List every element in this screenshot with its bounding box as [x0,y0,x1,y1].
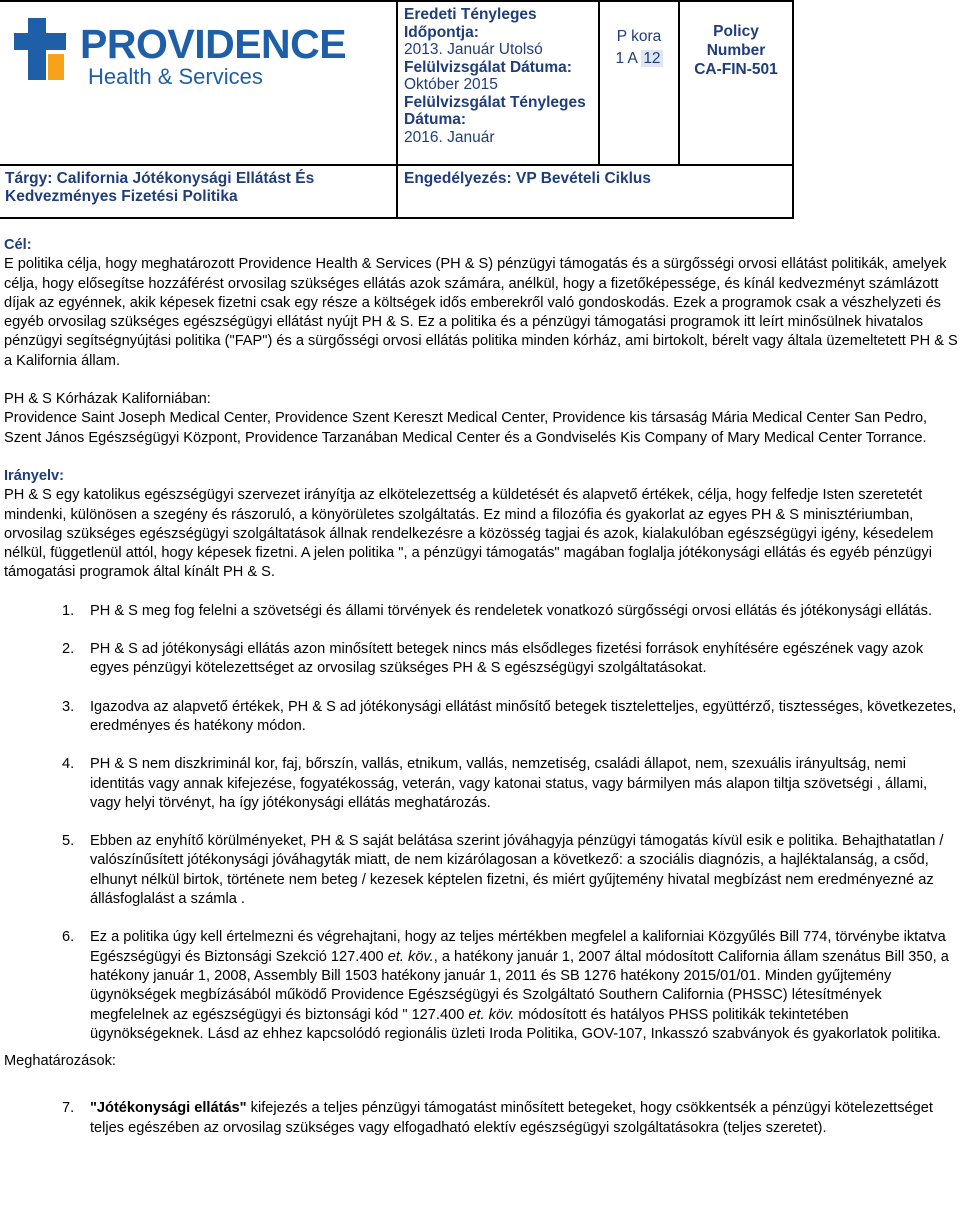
dates-cell [396,0,600,164]
purpose-paragraph: E politika célja, hogy meghatározott Providence Health & Services (PH & S) pénzügyi támogatás és a sürgősségi orvosi ellátást politikák, amelyek célja, hogy elősegítse hozzáférést orvosilag szükséges ellátás azok számára, anélkül, hogy a fizetőképessége, és kínál kedvezményt számlázott díjak az egyénnek, akik képesek fizetni csak egy része a költségek idős emberekről való gondoskodás. Ezek a programok csak a vészhelyzeti és egyéb orvosilag szükséges egészségügyi ellátást nyújt PH & S. Ez a politika és a pénzügyi támogatási programok itt leírt minősülnek hivatalos pénzügyi segítségnyújtási politika ("FAP") és a sürgősségi orvosi ellátás politika minden kórház, ami birtokolt, bérelt vagy általa üzemeltetett PH & S a Kalifornia állam. [4,256,958,369]
providence-logo [14,18,347,98]
document-body [4,236,958,1157]
list-item: 2. PH & S ad jótékonysági ellátás azon minősített betegek nincs más elsődleges fizetési források enyhítésére egészének vagy azok egyes pénzügyi kötelezettséget az orvosilag szükséges PH & S egészségügyi szolgáltatásokat. [62,641,924,677]
policy-cell [680,0,794,164]
cross-icon-accent [48,54,64,80]
page-value-number: 12 [643,50,661,67]
date-value-1: 2013. Január Utolsó [404,41,543,58]
definitions-title: Meghatározások: [4,1053,116,1070]
policy-label-2: Number [706,42,766,59]
subject-cell: Tárgy: California Jótékonysági Ellátást És Kedvezményes Fizetési Politika [0,164,396,219]
date-label-3: Felülvizsgálat Dátuma: [404,58,572,76]
guideline-title: Irányelv: [4,467,65,484]
list-item: 7. "Jótékonysági ellátás" kifejezés a teljes pénzügyi támogatást minősített betegeket, hogy csökkentsék a pénzügyi kötelezettséget teljes egészében az orvosilag szükséges vagy elfogadható elektív egészségügyi szolgáltatásokra (teljes szeretet). [62,1100,933,1136]
list-item: 3. Igazodva az alapvető értékek, PH & S ad jótékonysági ellátást minősítő betegek tiszteletteljes, együttérző, tisztességes, következetes, eredményes és hatékony módon. [62,698,957,734]
page-value [600,48,678,70]
list-item: 1. PH & S meg fog felelni a szövetségi és állami törvények és rendeletek vonatkozó sürgősségi orvosi ellátás és jótékonysági ellátás. [62,602,933,619]
hospitals-list: Providence Saint Joseph Medical Center, Providence Szent Kereszt Medical Center, Providence kis társaság Mária Medical Center San Pedro, Szent János Egészségügyi Központ, Providence Tarzanában Medical Center és a Gondviselés Kis Company of Mary Medical Center Torrance. [4,410,928,446]
logo-sub: Health & Services [88,64,263,89]
date-value-3: 2016. Január [404,128,495,146]
page-value-prefix: 1 A [615,50,637,67]
list-item: 6. Ez a politika úgy kell értelmezni és végrehajtani, hogy az teljes mértékben megfelel a kaliforniai Közgyűlés Bill 774, törvénybe iktatva Egészségügyi és Biztonsági Szekció 127.400 et. köv., a hatékony január 1, 2007 által módosított California állam szenátus Bill 350, a hatékony január 1, 2008, Assembly Bill 1503 hatékony január 1, 2011 és SB 1276 hatékony 2015/01/01. Minden gyűjtemény ügynökségek megbízásából működő Providence Egészségügyi és Szolgáltató Southern California (PHSSC) létesítmények megfelelnek az egészségügyi és biztonsági kód " 127.400 et. köv. módosított és hatályos PHSS politikák tekintetében ügynökségeknek. Lásd az ehhez kapcsolódó regionális üzleti Iroda Politika, GOV-107, Inkasszó szabványok és gyakorlatok politika. [62,929,949,1042]
purpose-title: Cél: [4,237,32,253]
policy-number: CA-FIN-501 [694,61,778,78]
definitions-list [4,1099,958,1138]
cross-icon-horizontal [14,33,66,50]
guideline-list [4,602,958,1044]
list-item: 5. Ebben az enyhítő körülményeket, PH & S saját belátása szerint jóváhagyja pénzügyi támogatás kívül esik e politika. Behajthatatlan / valószínűsített jótékonysági jóváhagyták miatt, de nem kizárólagosan a következő: a szociális diagnózis, a hajléktalanság, a csőd, elhunyt nélkül birtok, története nem beteg / kezesek képtelen fizetni, és miért gyűjtemény hivatal megbízást nem eredményezné az állásfoglalást a számla . [62,833,944,908]
hospitals-title: PH & S Kórházak Kaliforniában: [4,391,211,408]
date-label-2: Időpontja: [404,23,479,41]
date-value-2: Október 2015 [404,76,498,93]
page-label: P kora [616,28,662,45]
logo-brand: PROVIDENCE [80,21,347,67]
document-header [0,0,960,219]
logo-cell [0,0,396,164]
page-cell [600,0,680,164]
approval-cell: Engedélyezés: VP Bevételi Ciklus [396,164,794,219]
date-label-1: Eredeti Tényleges [404,6,537,23]
date-label-4: Felülvizsgálat Tényleges [404,93,586,111]
date-label-5: Dátuma: [404,111,467,128]
policy-label-1: Policy [713,23,759,40]
list-item: 4. PH & S nem diszkriminál kor, faj, bőrszín, vallás, etnikum, vallás, nemzetiség, családi állapot, nem, szexuális irányultság, nemi identitás vagy annak kifejezése, fogyatékosság, veterán, vagy katonai status, vagy bármilyen más alapon tiltja szövetségi , állami, vagy helyi törvényt, ha így jótékonysági ellátás meghatározás. [62,756,928,811]
guideline-paragraph: PH & S egy katolikus egészségügyi szervezet irányítja az elkötelezettség a küldetését és alapvető értékek, célja, hogy felfedje Isten szeretetét mindenki, különösen a szegény és rászoruló, a könyörületes szolgáltatás. Ez mind a filozófia és gyakorlat az egyes PH & S minisztériumban, orvosilag szükséges egészségügyi szolgáltatások állnak rendelkezésre a közösség tagjai és azok, kialakulóban egészségügyi igény, késedelem nélkül, függetlenül attól, hogy képesek fizetni. A jelen politika ", a pénzügyi támogatás" magában foglalja jótékonysági ellátás és egyéb pénzügyi támogatási programok által kínált PH & S. [4,487,934,581]
